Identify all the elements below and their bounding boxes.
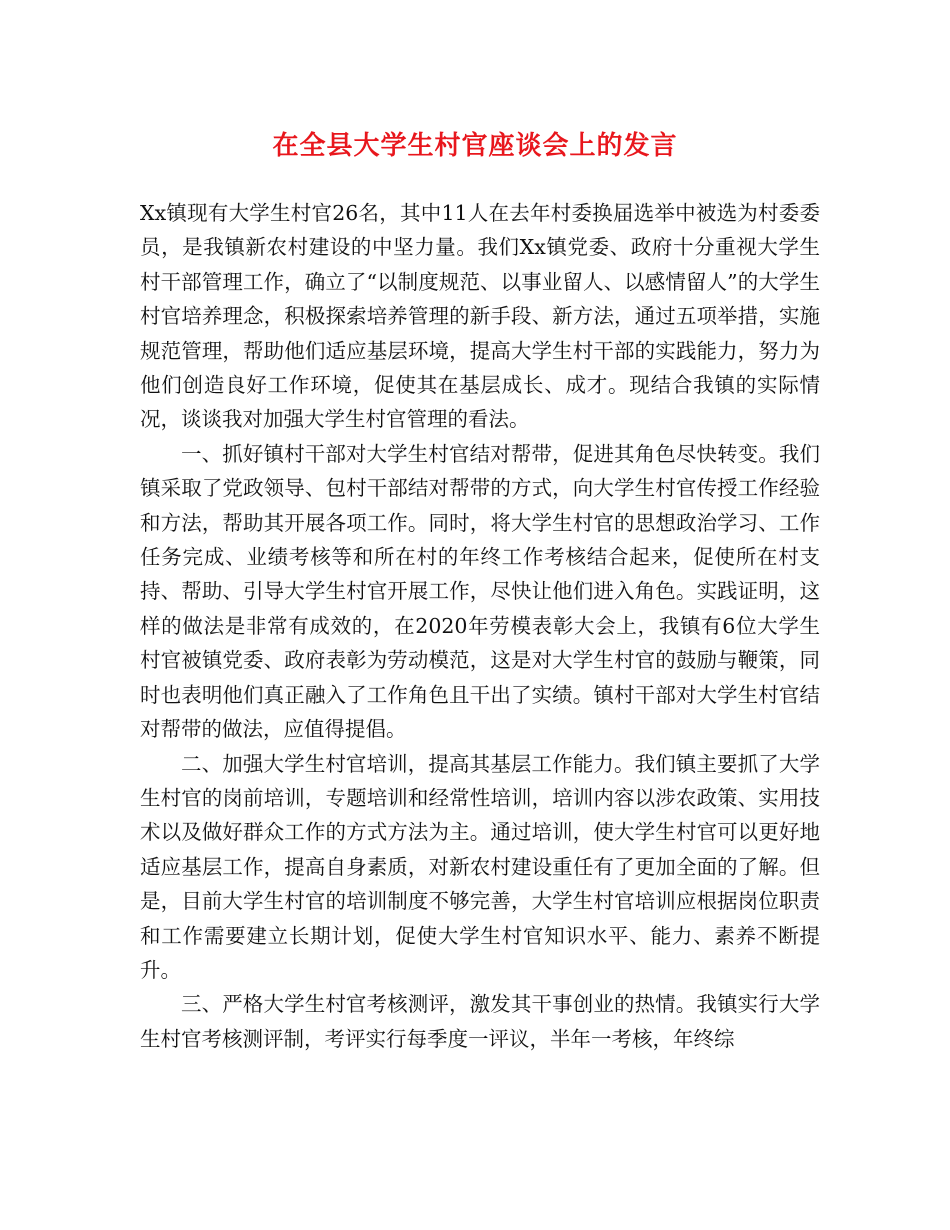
document-title: 在全县大学生村官座谈会上的发言	[272, 131, 678, 161]
paragraph-intro: Xx镇现有大学生村官26名，其中11人在去年村委换届选举中被选为村委委员，是我镇新农村建设的中坚力量。我们Xx镇党委、政府十分重视大学生村干部管理工作，确立了“以制度规范、以事业留人、以感情留人”的大学生村官培养理念，积极探索培养管理的新手段、新方法，通过五项举措，实施规范管理，帮助他们适应基层环境，提高大学生村干部的实践能力，努力为他们创造良好工作环境，促使其在基层成长、成才。现结合我镇的实际情况，谈谈我对加强大学生村官管理的看法。	[140, 201, 820, 432]
document-body	[140, 196, 820, 1056]
paragraph-section-two: 二、加强大学生村官培训，提高其基层工作能力。我们镇主要抓了大学生村官的岗前培训，专题培训和经常性培训，培训内容以涉农政策、实用技术以及做好群众工作的方式方法为主。通过培训，使大学生村官可以更好地适应基层工作，提高自身素质，对新农村建设重任有了更加全面的了解。但是，目前大学生村官的培训制度不够完善，大学生村官培训应根据岗位职责和工作需要建立长期计划，促使大学生村官知识水平、能力、素养不断提升。	[140, 751, 820, 982]
paragraph-section-one: 一、抓好镇村干部对大学生村官结对帮带，促进其角色尽快转变。我们镇采取了党政领导、包村干部结对帮带的方式，向大学生村官传授工作经验和方法，帮助其开展各项工作。同时，将大学生村官的思想政治学习、工作任务完成、业绩考核等和所在村的年终工作考核结合起来，促使所在村支持、帮助、引导大学生村官开展工作，尽快让他们进入角色。实践证明，这样的做法是非常有成效的，在2020年劳模表彰大会上，我镇有6位大学生村官被镇党委、政府表彰为劳动模范，这是对大学生村官的鼓励与鞭策，同时也表明他们真正融入了工作角色且干出了实绩。镇村干部对大学生村官结对帮带的做法，应值得提倡。	[140, 441, 820, 742]
paragraph-section-three: 三、严格大学生村官考核测评，激发其干事创业的热情。我镇实行大学生村官考核测评制，考评实行每季度一评议，半年一考核，年终综	[140, 992, 820, 1051]
